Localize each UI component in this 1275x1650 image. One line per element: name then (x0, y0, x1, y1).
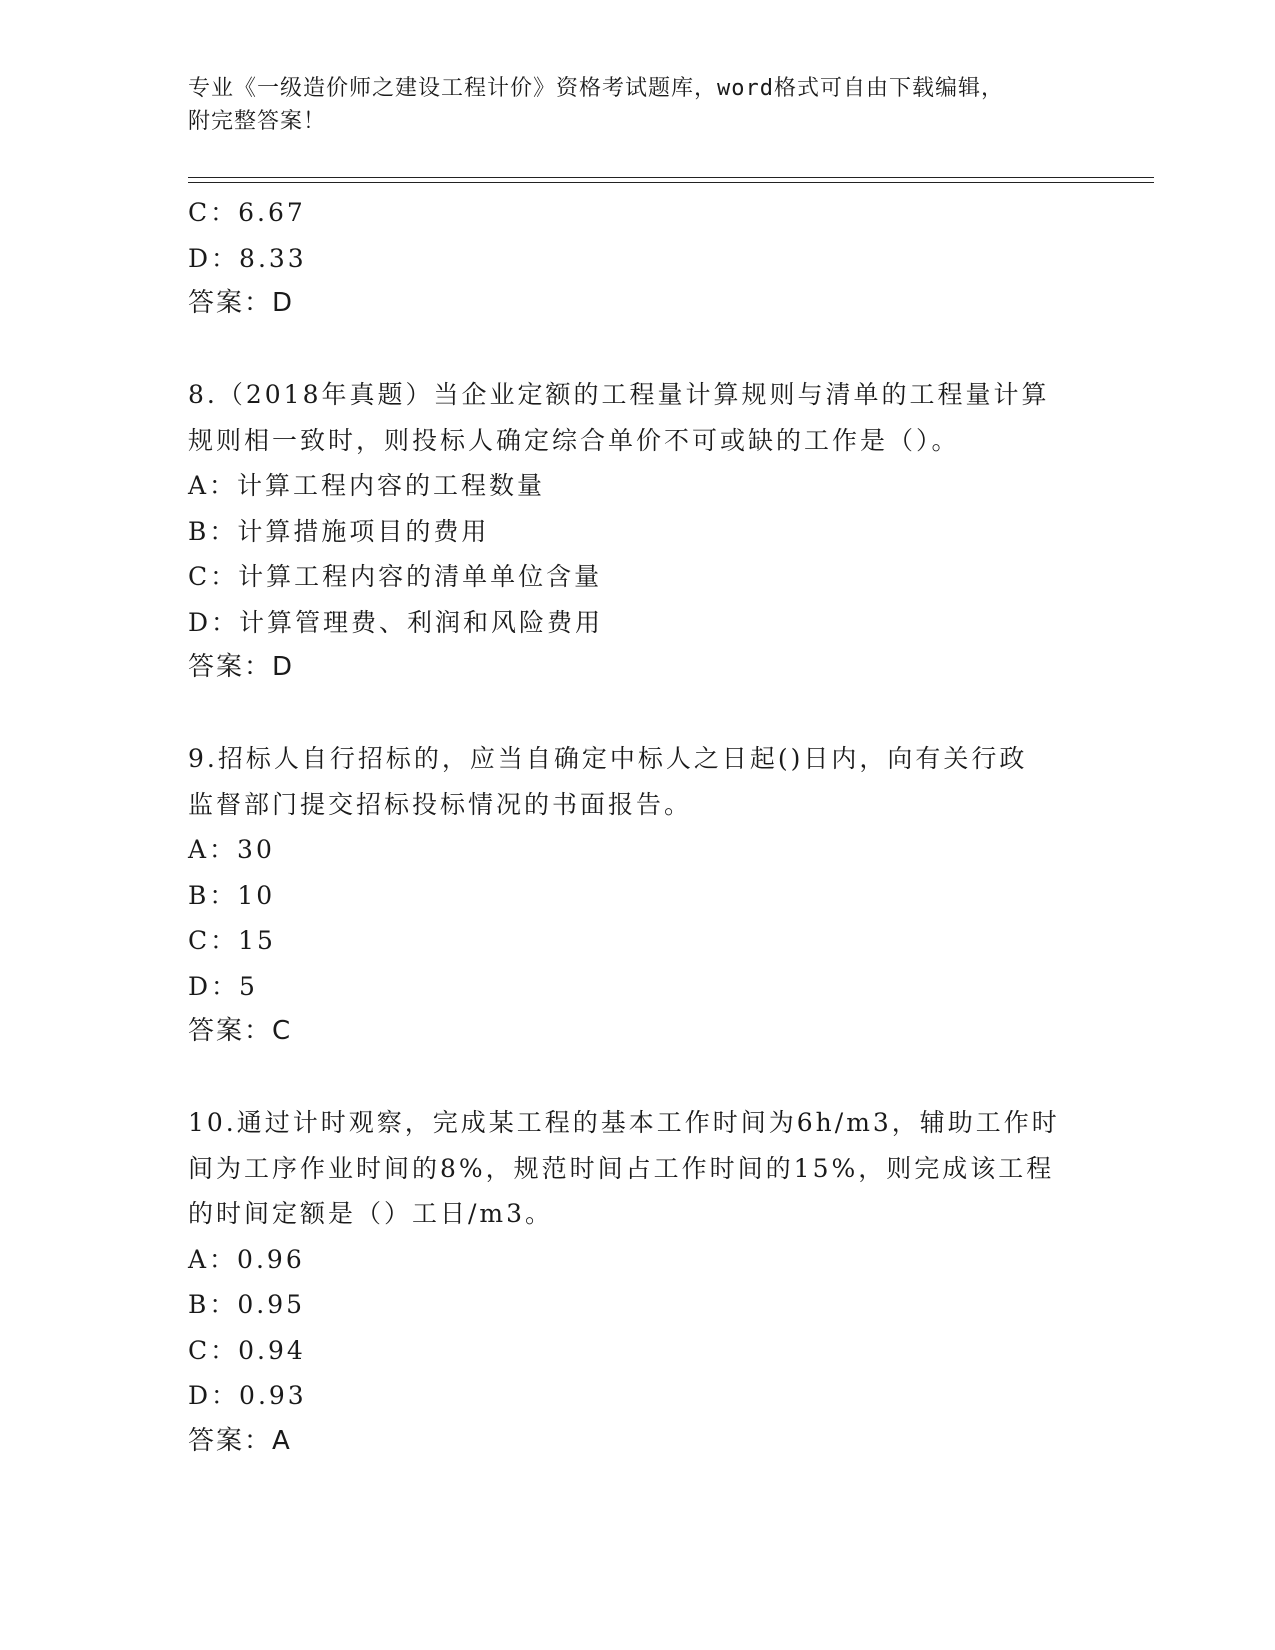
option-b: B：0.95 (188, 1290, 306, 1319)
question-stem: 间为工序作业时间的8%，规范时间占工作时间的15%，则完成该工程 (188, 1153, 1055, 1183)
question-9-block (188, 736, 1088, 1055)
option-c: C：15 (188, 926, 276, 955)
option-c: C：0.94 (188, 1335, 306, 1365)
spacer (188, 1055, 1088, 1101)
option-c: C：6.67 (188, 198, 306, 227)
option-b: B：10 (188, 880, 276, 910)
page-header (188, 72, 1088, 138)
question-stem: 10.通过计时观察，完成某工程的基本工作时间为6h/m3，辅助工作时 (188, 1108, 1060, 1137)
header-line-1: 专业《一级造价师之建设工程计价》资格考试题库，word格式可自由下载编辑， (188, 76, 1004, 101)
spacer (188, 691, 1088, 737)
option-d: D：8.33 (188, 243, 307, 273)
question-stem: 9.招标人自行招标的，应当自确定中标人之日起()日内，向有关行政 (188, 744, 1028, 773)
option-a: A：计算工程内容的工程数量 (188, 471, 546, 500)
header-divider-top (188, 177, 1154, 178)
option-a: A：30 (188, 835, 275, 864)
answer-line: 答案：A (188, 1425, 292, 1456)
option-c: C：计算工程内容的清单单位含量 (188, 562, 603, 591)
option-a: A：0.96 (188, 1244, 305, 1274)
question-stem: 的时间定额是（）工日/m3。 (188, 1199, 554, 1228)
option-d: D：计算管理费、利润和风险费用 (188, 607, 604, 637)
prev-question-block (188, 190, 1088, 327)
question-stem: 监督部门提交招标投标情况的书面报告。 (188, 789, 693, 819)
question-stem: 规则相一致时，则投标人确定综合单价不可或缺的工作是（）。 (188, 425, 960, 455)
question-10-block (188, 1100, 1088, 1464)
option-b: B：计算措施项目的费用 (188, 516, 490, 546)
question-content (188, 190, 1088, 1464)
option-d: D：5 (188, 971, 258, 1001)
question-stem: 8.（2018年真题）当企业定额的工程量计算规则与清单的工程量计算 (188, 380, 1050, 409)
answer-line: 答案：D (188, 288, 295, 318)
spacer (188, 327, 1088, 373)
answer-line: 答案：D (188, 652, 295, 682)
header-divider-bottom (188, 182, 1154, 183)
option-d: D：0.93 (188, 1381, 307, 1410)
answer-line: 答案：C (188, 1016, 293, 1046)
question-8-block (188, 372, 1088, 691)
header-line-2: 附完整答案！ (188, 109, 327, 134)
